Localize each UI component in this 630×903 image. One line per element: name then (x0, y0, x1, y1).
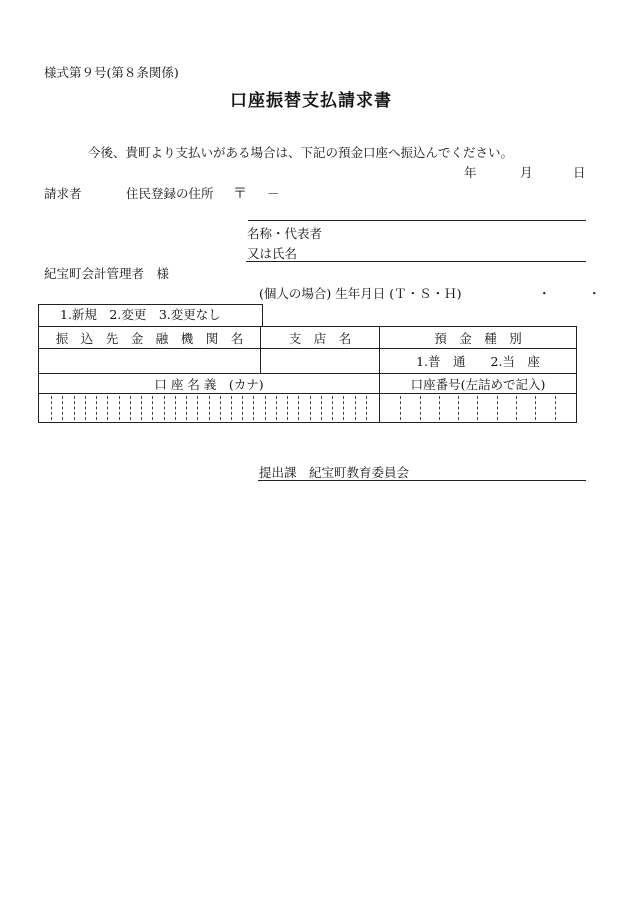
date-day: 日 (573, 165, 586, 180)
postal-dash: － (267, 186, 280, 201)
recipient-label: 紀宝町会計管理者 様 (44, 266, 170, 281)
deposit-type-header: 預 金 種 別 (380, 327, 577, 349)
birthdate-label: (個人の場合) 生年月日 (Ｔ・Ｓ・Ｈ) (259, 286, 462, 301)
address-label: 住民登録の住所 (126, 186, 214, 201)
or-name-label: 又は氏名 (247, 246, 298, 261)
name-rep-label: 名称・代表者 (247, 226, 323, 241)
form-title: 口座振替支払請求書 (230, 91, 392, 111)
account-number-cells[interactable] (380, 394, 577, 423)
options-box (38, 304, 263, 326)
claimant-label: 請求者 (44, 186, 82, 201)
bank-account-table (38, 326, 577, 423)
submitted-to: 提出課 紀宝町教育委員会 (259, 465, 410, 480)
date-month: 月 (520, 165, 533, 180)
address-line[interactable] (248, 220, 586, 221)
account-number-header: 口座番号(左詰めで記入) (380, 374, 577, 394)
holder-header: 口 座 名 義 (カナ) (39, 374, 380, 394)
date-year: 年 (464, 165, 477, 180)
postal-mark: 〒 (233, 186, 247, 202)
name-line[interactable] (246, 261, 586, 262)
submitted-to-line (258, 480, 586, 481)
birthdate-dots: ・ ・ (538, 286, 601, 301)
deposit-type-options[interactable]: 1.普 通 2.当 座 (380, 349, 577, 374)
form-number: 様式第９号(第８条関係) (44, 65, 179, 80)
options-text: 1.新規 2.変更 3.変更なし (60, 307, 221, 322)
bank-name-cell[interactable] (39, 349, 261, 374)
branch-name-header: 支 店 名 (261, 327, 380, 349)
branch-name-cell[interactable] (261, 349, 380, 374)
holder-cells[interactable] (39, 394, 380, 423)
bank-name-header: 振 込 先 金 融 機 関 名 (39, 327, 261, 349)
intro-text: 今後、貴町より支払いがある場合は、下記の預金口座へ振込んでください。 (88, 145, 514, 160)
